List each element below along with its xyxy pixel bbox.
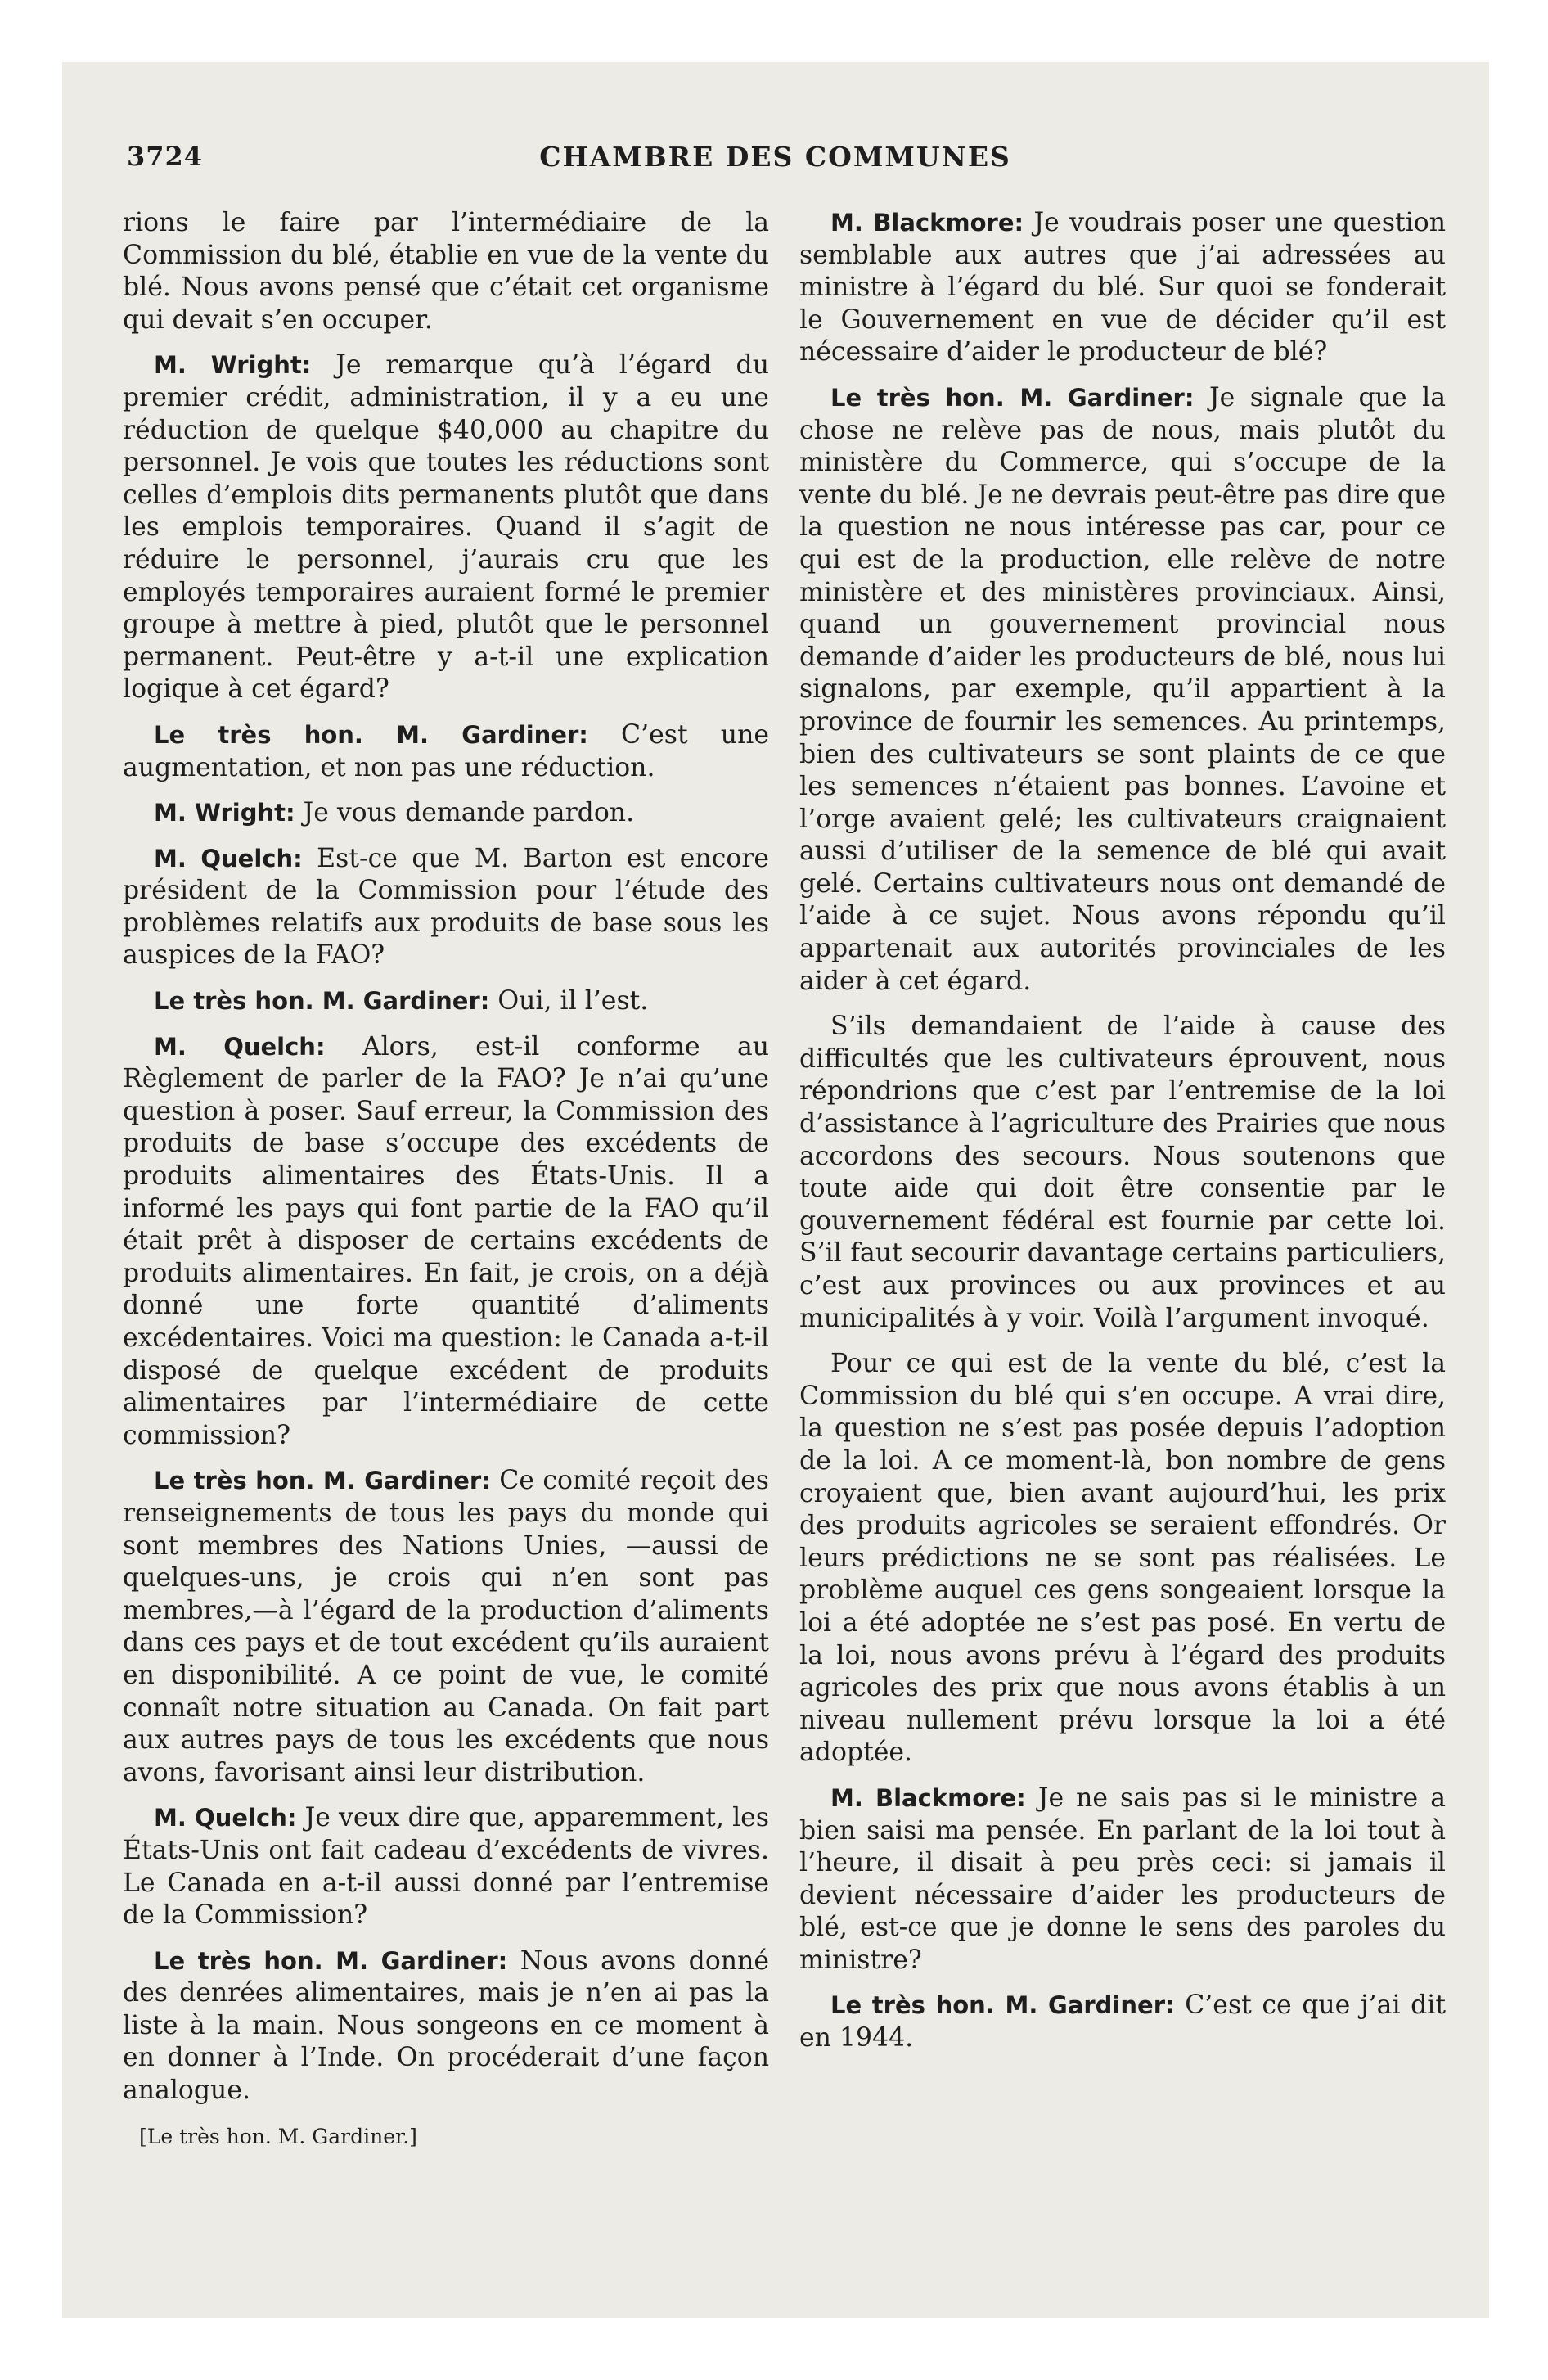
paragraph (123, 349, 769, 706)
paragraph (799, 1990, 1446, 2054)
speaker-name: M. Quelch: (154, 1032, 326, 1061)
paragraph-text: C’est ce que j’ai dit en 1944. (799, 1990, 1446, 2053)
paragraph (123, 719, 769, 784)
paragraph-text: Alors, est-il conforme au Règlement de parler de la FAO? Je n’ai qu’une question à poser. Sauf erreur, la Commission des produits de base s’occupe des excédents de produits alimentaires des États-Unis. Il a informé les pays qui font partie de la FAO qu’il était prêt à disposer de certains excédents de produits alimentaires. En fait, je crois, on a déjà donné une forte quantité d’aliments excédentaires. Voici ma question: le Canada a-t-il disposé de quelque excédent de produits alimentaires par l’intermédiaire de cette commission? (123, 1031, 770, 1450)
paragraph (123, 207, 769, 336)
speaker-name: Le très hon. M. Gardiner: (154, 987, 490, 1016)
paragraph (123, 1802, 769, 1931)
paragraph-text: Je vous demande pardon. (303, 798, 635, 828)
paragraph-text: S’ils demandaient de l’aide à cause des difficultés que les cultivateurs éprouvent, nous répondrions que c’est par l’entremise de la loi d’assistance à l’agriculture des Prairies que nous accordons des secours. Nous soutenons que toute aide qui doit être consentie par le gouvernement fédéral est fournie par cette loi. S’il faut secourir davantage certains particuliers, c’est aux provinces ou aux provinces et au municipalités à y voir. Voilà l’argument invoqué. (799, 1012, 1446, 1333)
right-column (799, 207, 1446, 2068)
paragraph-text: Je veux dire que, apparemment, les États-Unis ont fait cadeau d’excédents de vivres. Le Canada en a-t-il aussi donné par l’entremise de la Commission? (123, 1803, 769, 1931)
speaker-name: M. Blackmore: (830, 209, 1024, 237)
paragraph (799, 382, 1446, 998)
paragraph-text: Pour ce qui est de la vente du blé, c’est la Commission du blé qui s’en occupe. A vrai dire, la question ne s’est pas posée depuis l’adoption de la loi. A ce moment-là, bon nombre de gens croyaient que, bien avant aujourd’hui, les prix des produits agricoles se seraient effondrés. Or leurs prédictions ne se sont pas réalisées. Le problème auquel ces gens songeaient lorsque la loi a été adoptée ne s’est pas posé. En vertu de la loi, nous avons prévu à l’égard des produits agricoles des prix que nous avons établis à un niveau nullement prévu lorsque la loi a été adoptée. (799, 1349, 1446, 1768)
speaker-name: M. Wright: (154, 351, 312, 380)
paragraph (123, 985, 769, 1018)
running-head: CHAMBRE DES COMMUNES (539, 141, 1011, 173)
speaker-name: Le très hon. M. Gardiner: (830, 383, 1195, 412)
speaker-name: M. Wright: (154, 799, 295, 827)
speaker-name: M. Blackmore: (830, 1783, 1026, 1812)
paragraph (123, 1031, 769, 1453)
paragraph (123, 1945, 769, 2107)
paragraph (799, 1011, 1446, 1335)
speaker-name: M. Quelch: (154, 1804, 297, 1832)
paragraph (123, 843, 769, 972)
paragraph-text: C’est une augmentation, et non pas une réduction. (123, 719, 769, 782)
speaker-name: Le très hon. M. Gardiner: (154, 1467, 491, 1495)
paragraph-text: Je remarque qu’à l’égard du premier crédit, administration, il y a eu une réduction de quelque $40,000 au chapitre du personnel. Je vois que toutes les réductions sont celles d’emplois dits permanents plutôt que dans les emplois temporaires. Quand il s’agit de réduire le personnel, j’aurais cru que les employés temporaires auraient formé le premier groupe à mettre à pied, plutôt que le personnel permanent. Peut-être y a-t-il une explication logique à cet égard? (123, 350, 769, 705)
paragraph (123, 797, 769, 830)
paragraph-text: Ce comité reçoit des renseignements de tous les pays du monde qui sont membres des Nations Unies, —aussi de quelques-uns, je crois qui n’en sont pas membres,—à l’égard de la production d’aliments dans ces pays et de tout excédent qu’ils auraient en disponibilité. A ce point de vue, le comité connaît notre situation au Canada. On fait part aux autres pays de tous les excédents que nous avons, favorisant ainsi leur distribution. (123, 1466, 769, 1787)
paragraph-text: Est-ce que M. Barton est encore président de la Commission pour l’étude des problèmes relatifs aux produits de base sous les auspices de la FAO? (123, 843, 770, 971)
speaker-name: Le très hon. M. Gardiner: (154, 720, 588, 749)
paragraph-text: Je signale que la chose ne relève pas de nous, mais plutôt du ministère du Commerce, qui s’occupe de la vente du blé. Je ne devrais peut-être pas dire que la question ne nous intéresse pas car, pour ce qui est de la production, elle relève de notre ministère et des ministères provinciaux. Ainsi, quand un gouvernement provincial nous demande d’aider les producteurs de blé, nous lui signalons, par exemple, qu’il appartient à la province de fournir les semences. Au printemps, bien des cultivateurs se sont plaints de ce que les semences n’étaient pas bonnes. L’avoine et l’orge avaient gelé; les cultivateurs craignaient aussi d’utiliser de la semence de blé qui avait gelé. Certains cultivateurs nous ont demandé de l’aide à ce sujet. Nous avons répondu qu’il appartenait aux autorités provinciales de les aider à cet égard. (799, 382, 1446, 996)
speaker-name: Le très hon. M. Gardiner: (830, 1991, 1175, 2020)
page-header (127, 141, 1424, 182)
speaker-attribution: [Le très hon. M. Gardiner.] (139, 2124, 417, 2148)
left-column (123, 207, 769, 2152)
speaker-name: M. Quelch: (154, 844, 303, 872)
speaker-name: Le très hon. M. Gardiner: (154, 1946, 508, 1975)
paragraph (799, 1348, 1446, 1769)
page-number: 3724 (127, 141, 204, 172)
paragraph-text: Je ne sais pas si le ministre a bien saisi ma pensée. En parlant de la loi tout à l’heure, il disait à peu près ceci: si jamais il devient nécessaire d’aider les producteurs de blé, est-ce que je donne le sens des paroles du ministre? (799, 1783, 1446, 1975)
paragraph (799, 207, 1446, 369)
paragraph (799, 1783, 1446, 1977)
paragraph-text: Nous avons donné des denrées alimentaires, mais je n’en ai pas la liste à la main. Nous songeons en ce moment à en donner à l’Inde. On procéderait d’une façon analogue. (123, 1945, 770, 2106)
paragraph-text: Oui, il l’est. (497, 986, 649, 1016)
paragraph (123, 1465, 769, 1789)
paragraph-text: rions le faire par l’intermédiaire de la Commission du blé, établie en vue de la vente du blé. Nous avons pensé que c’était cet organisme qui devait s’en occuper. (123, 208, 769, 335)
paragraph-text: Je voudrais poser une question semblable aux autres que j’ai adressées au ministre à l’égard du blé. Sur quoi se fonderait le Gouvernement en vue de décider qu’il est nécessaire d’aider le producteur de blé? (799, 208, 1446, 367)
